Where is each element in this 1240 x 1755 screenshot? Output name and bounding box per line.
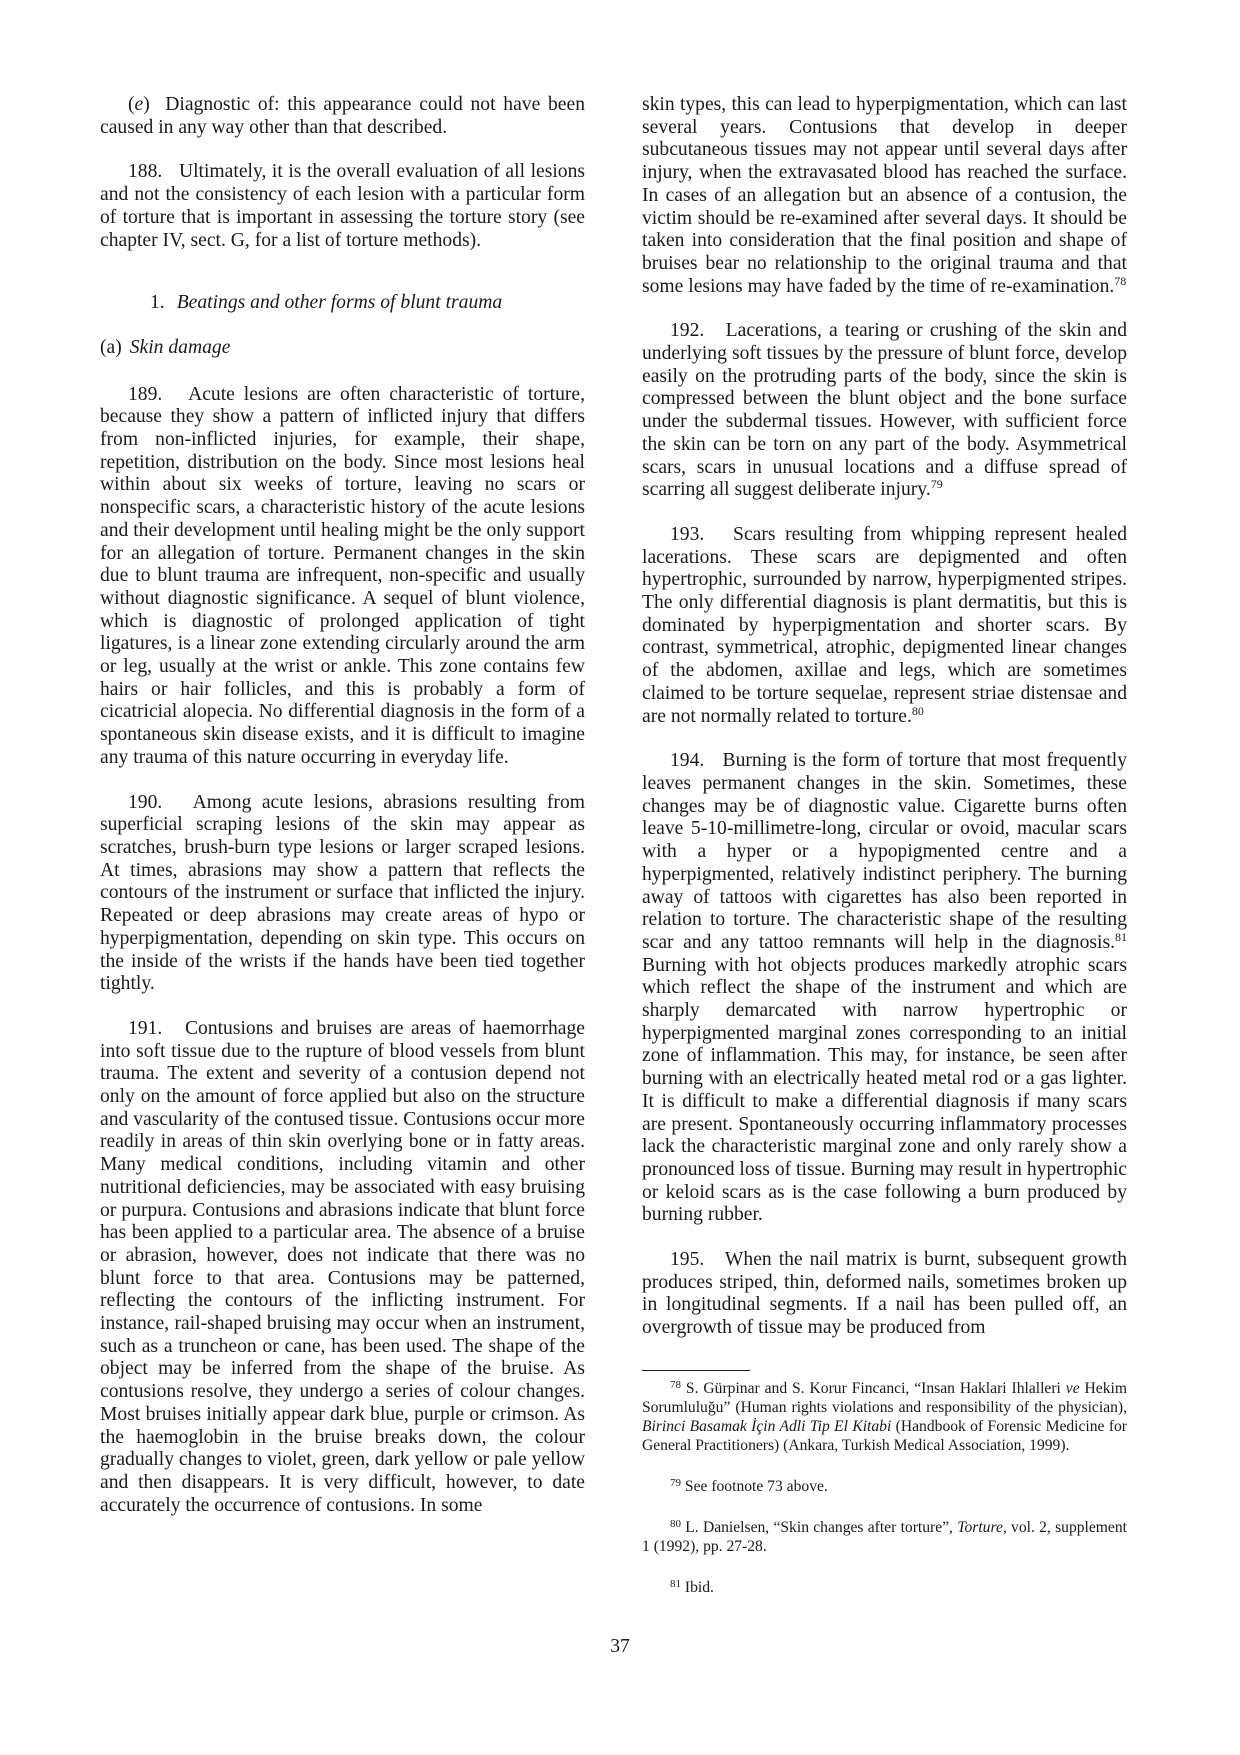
paragraph-text: Among acute lesions, abrasions resulting from superficial scraping lesions of the skin may appear as scratches, brush-burn type lesions or larger scraped lesions. At times, abrasions may show a pattern that reflects the contours of the instrument or surface that inflicted the injury. Repeated or deep abrasions may create areas of hypo or hyperpigmentation, depending on skin type. This occurs on the inside of the wrists if the hands have been tied together tightly. xyxy=(100,791,585,995)
footnote-italic: ve xyxy=(1065,1379,1080,1397)
paragraph-191-continued xyxy=(642,94,1127,298)
footnote-text: Hekim Sorumluluğu” (Human rights violations and responsibility of the physician), xyxy=(642,1379,1127,1416)
footnote-book-title: Birinci Basamak İçin Adli Tip El Kitabi xyxy=(642,1417,892,1435)
paragraph-text: Diagnostic of: this appearance could not have been caused in any way other than that described. xyxy=(100,94,585,138)
paragraph-number: 195. xyxy=(670,1249,705,1271)
paragraph-text: Lacerations, a tearing or crushing of the skin and underlying soft tissues by the pressure of blunt force, develop easily on the protruding parts of the body, since the skin is compressed between the blunt object and the bone surface under the subdermal tissues. However, with sufficient force the skin can be torn on any part of the body. Asymmetrical scars, scars in unusual locations and a diffuse spread of scarring all suggest deliberate injury. xyxy=(642,320,1127,501)
footnote-text: S. Gürpinar and S. Korur Fincanci, “Insan Haklari Ihlalleri xyxy=(685,1379,1066,1397)
paragraph-text: Contusions and bruises are areas of haemorrhage into soft tissue due to the rupture of blood vessels from blunt trauma. The extent and severity of a contusion depend not only on the amount of force applied but also on the structure and vascularity of the contused tissue. Contusions occur more readily in areas of thin skin overlying bone or in fatty areas. Many medical conditions, including vitamin and other nutritional deficiencies, may be associated with easy bruising or purpura. Contusions and abrasions indicate that blunt force has been applied to a particular area. The absence of a bruise or abrasion, however, does not indicate that there was no blunt force to that area. Contusions may be patterned, reflecting the contours of the inflicting instrument. For instance, rail-shaped bruising may occur when an instrument, such as a truncheon or cane, has been used. The shape of the object may be inferred from the shape of the bruise. As contusions resolve, they undergo a series of colour changes. Most bruises initially appear dark blue, purple or crimson. As the haemoglobin in the bruise breaks down, the colour gradually changes to violet, green, dark yellow or pale yellow and then disappears. It is very difficult, however, to date accurately the occurrence of contusions. In some xyxy=(100,1017,585,1516)
paragraph-e: (e) Diagnostic of: this appearance could not have been caused in any way other than that described. xyxy=(100,94,585,138)
footnote-text: Ibid. xyxy=(684,1578,714,1596)
footnote-78 xyxy=(642,1379,1127,1455)
footnote-number: 79 xyxy=(670,1476,681,1489)
item-label: e xyxy=(134,94,144,115)
footnote-number: 81 xyxy=(670,1577,681,1590)
paragraph-188 xyxy=(100,161,585,252)
footnote-81 xyxy=(642,1578,1127,1597)
footnote-number: 80 xyxy=(670,1517,681,1530)
page-number: 37 xyxy=(610,1636,630,1657)
footnote-ref[interactable]: 78 xyxy=(1114,273,1127,288)
subsection-heading xyxy=(100,337,585,360)
paragraph-189 xyxy=(100,384,585,770)
subsection-label: (a) xyxy=(100,336,122,358)
subsection-title: Skin damage xyxy=(129,336,231,358)
section-heading xyxy=(100,292,585,315)
footnote-text: See footnote 73 above. xyxy=(684,1477,828,1495)
footnote-79 xyxy=(642,1477,1127,1496)
paragraph-number: 189. xyxy=(128,383,163,405)
footnote-journal-title: Torture xyxy=(957,1518,1003,1536)
paragraph-number: 192. xyxy=(670,320,705,342)
footnote-ref[interactable]: 80 xyxy=(911,703,924,718)
section-number: 1. xyxy=(150,292,165,314)
paragraph-193 xyxy=(642,524,1127,728)
paragraph-text: Scars resulting from whipping represent healed lacerations. These scars are depigmented and often hypertrophic, surrounded by narrow, hyperpigmented stripes. The only differential diagnosis is plant dermatitis, but this is dominated by hyperpigmentation and shorter scars. By contrast, symmetrical, atrophic, depigmented linear changes of the abdomen, axillae and legs, which are sometimes claimed to be torture sequelae, represent striae distensae and are not normally related to torture. xyxy=(642,523,1127,727)
right-column xyxy=(642,94,1127,1619)
footnote-text: , vol. 2, supplement 1 (1992), pp. 27-28. xyxy=(642,1518,1127,1555)
paragraph-192 xyxy=(642,320,1127,502)
section-title: Beatings and other forms of blunt trauma xyxy=(176,292,503,314)
paragraph-number: 193. xyxy=(670,523,705,545)
footnotes xyxy=(642,1379,1127,1597)
footnote-text: (Handbook of Forensic Medicine for General Practitioners) (Ankara, Turkish Medical Association, 1999). xyxy=(642,1417,1127,1454)
paragraph-text: skin types, this can lead to hyperpigmentation, which can last several years. Contusions that develop in deeper subcutaneous tissues may not appear until several days after injury, when the extravasated blood has reached the surface. In cases of an allegation but an absence of a contusion, the victim should be re-examined after several days. It should be taken into consideration that the final position and shape of bruises bear no relationship to the original trauma and that some lesions may have faded by the time of re-examination. xyxy=(642,94,1127,297)
paragraph-number: 188. xyxy=(128,161,163,183)
paragraph-text: Acute lesions are often characteristic of torture, because they show a pattern of inflicted injury that differs from non-inflicted injuries, for example, their shape, repetition, distribution on the body. Since most lesions heal within about six weeks of torture, leaving no scars or nonspecific scars, a characteristic history of the acute lesions and their development until healing might be the only support for an allegation of torture. Permanent changes in the skin due to blunt trauma are infrequent, non-specific and usually without diagnostic significance. A sequel of blunt violence, which is diagnostic of prolonged application of tight ligatures, is a linear zone extending circularly around the arm or leg, usually at the wrist or ankle. This zone contains few hairs or hair follicles, and this is probably a form of cicatricial alopecia. No differential diagnosis in the form of a spontaneous skin disease exists, and it is difficult to imagine any trauma of this nature occurring in everyday life. xyxy=(100,383,585,768)
paragraph-number: 190. xyxy=(128,791,163,813)
paragraph-text: Burning with hot objects produces markedly atrophic scars which reflect the shape of the instrument and which are sharply demarcated with narrow hypertrophic or hyperpigmented marginal zones corresponding to an initial zone of inflammation. This may, for instance, be seen after burning with an electrically heated metal rod or a gas lighter. It is difficult to make a differential diagnosis if many scars are present. Spontaneously occurring inflammatory processes lack the characteristic marginal zone and only rarely show a pronounced loss of tissue. Burning may result in hypertrophic or keloid scars as is the case following a burn produced by burning rubber. xyxy=(642,954,1127,1226)
left-column xyxy=(100,94,585,1539)
footnote-ref[interactable]: 79 xyxy=(930,477,943,492)
paragraph-text: Burning is the form of torture that most frequently leaves permanent changes in the skin. Sometimes, these changes may be of diagnostic value. Cigarette burns often leave 5-10-millimetre-long, circular or ovoid, macular scars with a hyper or a hypopigmented centre and a hyperpigmented, relatively indistinct periphery. The burning away of tattoos with cigarettes has also been reported in relation to torture. The characteristic shape of the resulting scar and any tattoo remnants will help in the diagnosis. xyxy=(642,750,1128,953)
paragraph-191 xyxy=(100,1018,585,1517)
paragraph-195 xyxy=(642,1249,1127,1340)
footnote-divider xyxy=(642,1370,750,1371)
footnote-80 xyxy=(642,1518,1127,1556)
footnote-ref[interactable]: 81 xyxy=(1115,929,1127,944)
paragraph-number: 191. xyxy=(128,1017,163,1039)
paragraph-text: When the nail matrix is burnt, subsequent growth produces striped, thin, deformed nails, sometimes broken up in longitudinal segments. If a nail has been pulled off, an overgrowth of tissue may be produced from xyxy=(642,1249,1128,1339)
paragraph-190 xyxy=(100,792,585,996)
paragraph-text: Ultimately, it is the overall evaluation of all lesions and not the consistency of each lesion with a particular form of torture that is important in assessing the torture story (see chapter IV, sect. G, for a list of torture methods). xyxy=(100,161,585,251)
paragraph-194 xyxy=(642,750,1127,1227)
footnote-text: L. Danielsen, “Skin changes after torture”, xyxy=(685,1518,958,1536)
paragraph-number: 194. xyxy=(670,750,705,772)
footnote-number: 78 xyxy=(670,1378,681,1391)
